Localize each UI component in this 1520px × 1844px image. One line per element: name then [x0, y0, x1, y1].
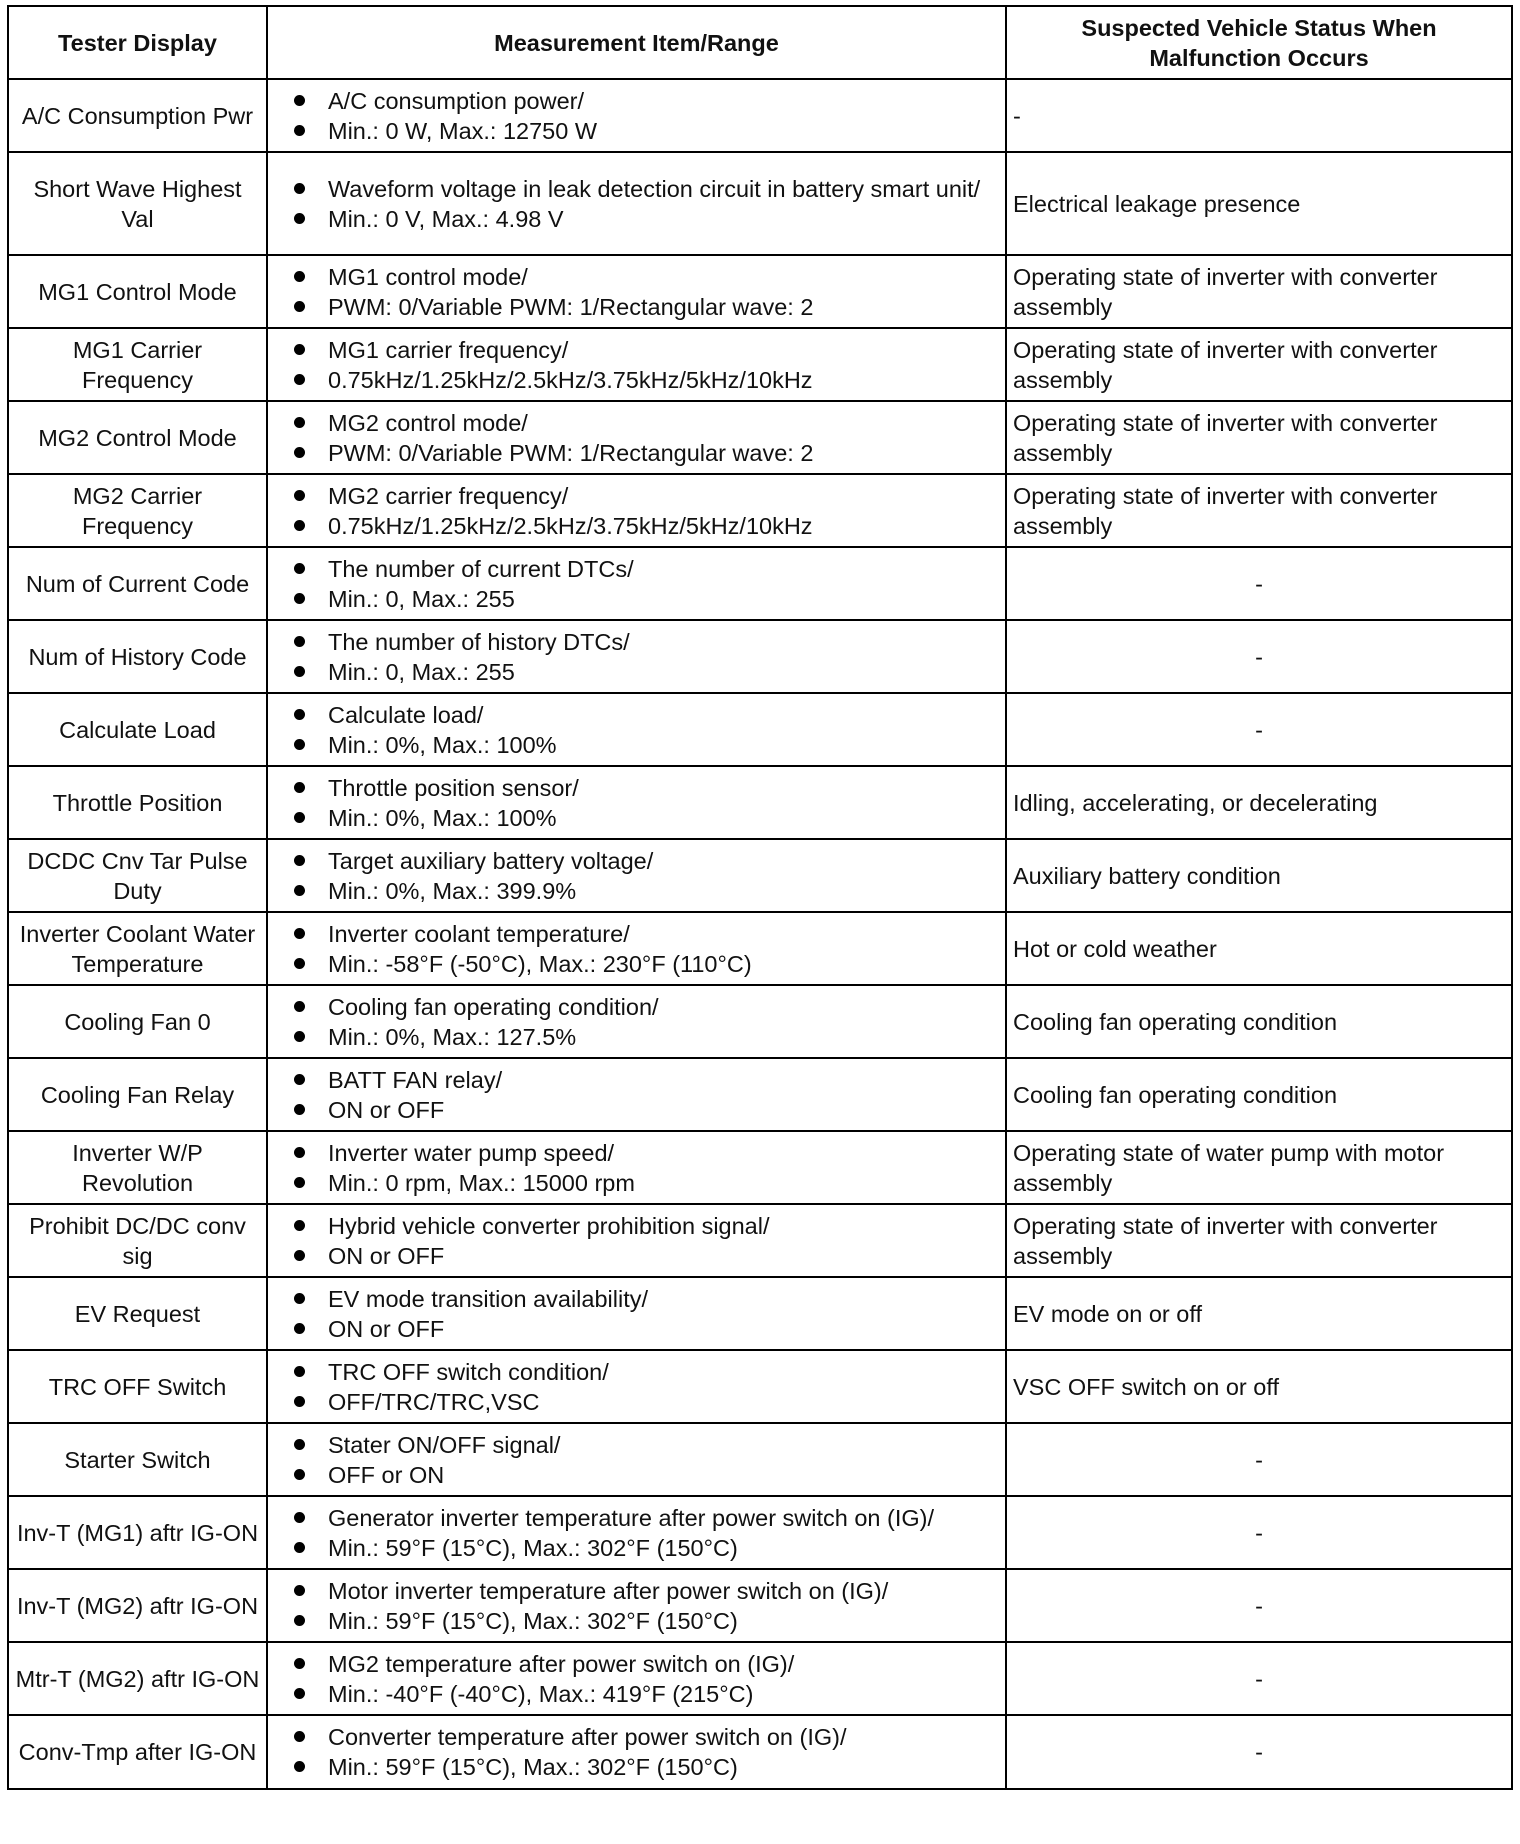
tester-display-cell: Num of History Code [8, 620, 267, 693]
measurement-cell [267, 1277, 1006, 1350]
header-suspected-status: Suspected Vehicle Status When Malfunction Occurs [1006, 6, 1512, 79]
measurement-item: BATT FAN relay/ [290, 1065, 999, 1095]
measurement-range: Min.: 59°F (15°C), Max.: 302°F (150°C) [290, 1606, 999, 1636]
measurement-range: ON or OFF [290, 1241, 999, 1271]
bullet-list [274, 481, 999, 541]
header-tester-display: Tester Display [8, 6, 267, 79]
table-row [8, 912, 1512, 985]
suspected-status-cell: - [1006, 547, 1512, 620]
measurement-item: A/C consumption power/ [290, 86, 999, 116]
suspected-status-cell: - [1006, 1496, 1512, 1569]
header-measurement-item-range: Measurement Item/Range [267, 6, 1006, 79]
tester-display-cell: Mtr-T (MG2) aftr IG-ON [8, 1642, 267, 1715]
bullet-list [274, 773, 999, 833]
bullet-list [274, 335, 999, 395]
bullet-list [274, 919, 999, 979]
tester-display-cell: Cooling Fan Relay [8, 1058, 267, 1131]
measurement-range: OFF/TRC/TRC,VSC [290, 1387, 999, 1417]
measurement-item: MG1 carrier frequency/ [290, 335, 999, 365]
table-row [8, 1277, 1512, 1350]
measurement-item: Throttle position sensor/ [290, 773, 999, 803]
measurement-cell [267, 620, 1006, 693]
measurement-item: Converter temperature after power switch on (IG)/ [290, 1722, 999, 1752]
table-row [8, 766, 1512, 839]
suspected-status-cell: EV mode on or off [1006, 1277, 1512, 1350]
bullet-list [274, 992, 999, 1052]
bullet-list [274, 1722, 999, 1782]
suspected-status-cell: Auxiliary battery condition [1006, 839, 1512, 912]
table-row [8, 1642, 1512, 1715]
measurement-range: 0.75kHz/1.25kHz/2.5kHz/3.75kHz/5kHz/10kHz [290, 365, 999, 395]
table-row [8, 152, 1512, 255]
bullet-list [274, 1649, 999, 1709]
table-row [8, 1496, 1512, 1569]
table-row [8, 1131, 1512, 1204]
table-row [8, 474, 1512, 547]
measurement-item: The number of current DTCs/ [290, 554, 999, 584]
tester-display-cell: Conv-Tmp after IG-ON [8, 1715, 267, 1789]
measurement-item: MG2 temperature after power switch on (IG)/ [290, 1649, 999, 1679]
measurement-range: Min.: 59°F (15°C), Max.: 302°F (150°C) [290, 1533, 999, 1563]
table-row [8, 1423, 1512, 1496]
suspected-status-cell: Operating state of water pump with motor assembly [1006, 1131, 1512, 1204]
tester-display-cell: Num of Current Code [8, 547, 267, 620]
tester-display-cell: Cooling Fan 0 [8, 985, 267, 1058]
measurement-item: Hybrid vehicle converter prohibition signal/ [290, 1211, 999, 1241]
measurement-item: Inverter water pump speed/ [290, 1138, 999, 1168]
tester-display-cell: Starter Switch [8, 1423, 267, 1496]
tester-display-cell: Inverter Coolant Water Temperature [8, 912, 267, 985]
measurement-item: Target auxiliary battery voltage/ [290, 846, 999, 876]
suspected-status-cell: Cooling fan operating condition [1006, 1058, 1512, 1131]
measurement-cell [267, 1131, 1006, 1204]
measurement-range: Min.: 0%, Max.: 100% [290, 803, 999, 833]
measurement-range: Min.: 0%, Max.: 399.9% [290, 876, 999, 906]
table-row [8, 1350, 1512, 1423]
measurement-cell [267, 766, 1006, 839]
measurement-cell [267, 328, 1006, 401]
suspected-status-cell: Electrical leakage presence [1006, 152, 1512, 255]
measurement-range: Min.: 59°F (15°C), Max.: 302°F (150°C) [290, 1752, 999, 1782]
suspected-status-cell: - [1006, 1642, 1512, 1715]
table-row [8, 255, 1512, 328]
measurement-range: PWM: 0/Variable PWM: 1/Rectangular wave: 2 [290, 292, 999, 322]
bullet-list [274, 1357, 999, 1417]
measurement-range: Min.: 0%, Max.: 127.5% [290, 1022, 999, 1052]
measurement-range: Min.: -40°F (-40°C), Max.: 419°F (215°C) [290, 1679, 999, 1709]
bullet-list [274, 1576, 999, 1636]
measurement-cell [267, 912, 1006, 985]
header-row [8, 6, 1512, 79]
bullet-list [274, 1211, 999, 1271]
measurement-item: TRC OFF switch condition/ [290, 1357, 999, 1387]
suspected-status-cell: Operating state of inverter with converter assembly [1006, 474, 1512, 547]
tester-display-cell: MG2 Control Mode [8, 401, 267, 474]
measurement-cell [267, 693, 1006, 766]
measurement-cell [267, 79, 1006, 152]
measurement-item: MG1 control mode/ [290, 262, 999, 292]
tester-display-cell: Short Wave Highest Val [8, 152, 267, 255]
suspected-status-cell: - [1006, 1423, 1512, 1496]
table-row [8, 401, 1512, 474]
bullet-list [274, 408, 999, 468]
tester-display-cell: MG2 Carrier Frequency [8, 474, 267, 547]
table-row [8, 1569, 1512, 1642]
measurement-item: Generator inverter temperature after power switch on (IG)/ [290, 1503, 999, 1533]
suspected-status-cell: Operating state of inverter with converter assembly [1006, 401, 1512, 474]
tester-display-cell: EV Request [8, 1277, 267, 1350]
tester-display-cell: Inverter W/P Revolution [8, 1131, 267, 1204]
suspected-status-cell: Cooling fan operating condition [1006, 985, 1512, 1058]
measurement-range: ON or OFF [290, 1095, 999, 1125]
suspected-status-cell: VSC OFF switch on or off [1006, 1350, 1512, 1423]
bullet-list [274, 174, 999, 234]
table-row [8, 547, 1512, 620]
table-row [8, 1204, 1512, 1277]
table-row [8, 1715, 1512, 1789]
tester-display-cell: Inv-T (MG2) aftr IG-ON [8, 1569, 267, 1642]
suspected-status-cell: Hot or cold weather [1006, 912, 1512, 985]
suspected-status-cell: Operating state of inverter with converter assembly [1006, 1204, 1512, 1277]
measurement-item: Calculate load/ [290, 700, 999, 730]
measurement-cell [267, 1058, 1006, 1131]
measurement-cell [267, 1715, 1006, 1789]
bullet-list [274, 700, 999, 760]
suspected-status-cell: Idling, accelerating, or decelerating [1006, 766, 1512, 839]
measurement-range: 0.75kHz/1.25kHz/2.5kHz/3.75kHz/5kHz/10kHz [290, 511, 999, 541]
measurement-range: Min.: 0, Max.: 255 [290, 657, 999, 687]
measurement-item: Inverter coolant temperature/ [290, 919, 999, 949]
bullet-list [274, 1430, 999, 1490]
bullet-list [274, 554, 999, 614]
bullet-list [274, 262, 999, 322]
suspected-status-cell: Operating state of inverter with converter assembly [1006, 255, 1512, 328]
tester-display-cell: TRC OFF Switch [8, 1350, 267, 1423]
tester-display-cell: MG1 Carrier Frequency [8, 328, 267, 401]
measurement-range: Min.: 0, Max.: 255 [290, 584, 999, 614]
measurement-item: MG2 carrier frequency/ [290, 481, 999, 511]
measurement-cell [267, 1496, 1006, 1569]
measurement-cell [267, 1642, 1006, 1715]
bullet-list [274, 1284, 999, 1344]
measurement-cell [267, 1423, 1006, 1496]
table-body [8, 79, 1512, 1789]
spec-table-container [7, 5, 1513, 1790]
suspected-status-cell: Operating state of inverter with converter assembly [1006, 328, 1512, 401]
tester-display-cell: DCDC Cnv Tar Pulse Duty [8, 839, 267, 912]
measurement-item: EV mode transition availability/ [290, 1284, 999, 1314]
measurement-range: OFF or ON [290, 1460, 999, 1490]
measurement-item: MG2 control mode/ [290, 408, 999, 438]
suspected-status-cell: - [1006, 1715, 1512, 1789]
measurement-cell [267, 985, 1006, 1058]
bullet-list [274, 627, 999, 687]
tester-display-cell: Inv-T (MG1) aftr IG-ON [8, 1496, 267, 1569]
tester-display-cell: Calculate Load [8, 693, 267, 766]
measurement-cell [267, 474, 1006, 547]
tester-display-cell: Throttle Position [8, 766, 267, 839]
table-row [8, 693, 1512, 766]
measurement-item: Waveform voltage in leak detection circuit in battery smart unit/ [290, 174, 999, 204]
bullet-list [274, 1065, 999, 1125]
bullet-list [274, 86, 999, 146]
measurement-cell [267, 1350, 1006, 1423]
measurement-range: Min.: 0 W, Max.: 12750 W [290, 116, 999, 146]
measurement-item: Motor inverter temperature after power switch on (IG)/ [290, 1576, 999, 1606]
measurement-item: The number of history DTCs/ [290, 627, 999, 657]
measurement-range: ON or OFF [290, 1314, 999, 1344]
measurement-item: Cooling fan operating condition/ [290, 992, 999, 1022]
table-header [8, 6, 1512, 79]
measurement-range: Min.: -58°F (-50°C), Max.: 230°F (110°C) [290, 949, 999, 979]
measurement-cell [267, 401, 1006, 474]
table-row [8, 328, 1512, 401]
suspected-status-cell: - [1006, 79, 1512, 152]
table-row [8, 79, 1512, 152]
suspected-status-cell: - [1006, 1569, 1512, 1642]
measurement-cell [267, 255, 1006, 328]
measurement-cell [267, 152, 1006, 255]
tester-display-cell: Prohibit DC/DC conv sig [8, 1204, 267, 1277]
bullet-list [274, 846, 999, 906]
bullet-list [274, 1138, 999, 1198]
measurement-cell [267, 839, 1006, 912]
table-row [8, 839, 1512, 912]
table-row [8, 985, 1512, 1058]
table-row [8, 1058, 1512, 1131]
measurement-cell [267, 547, 1006, 620]
tester-display-cell: A/C Consumption Pwr [8, 79, 267, 152]
table-row [8, 620, 1512, 693]
measurement-range: PWM: 0/Variable PWM: 1/Rectangular wave: 2 [290, 438, 999, 468]
suspected-status-cell: - [1006, 620, 1512, 693]
data-list-table [7, 5, 1513, 1790]
tester-display-cell: MG1 Control Mode [8, 255, 267, 328]
measurement-cell [267, 1569, 1006, 1642]
measurement-range: Min.: 0 rpm, Max.: 15000 rpm [290, 1168, 999, 1198]
measurement-cell [267, 1204, 1006, 1277]
measurement-range: Min.: 0%, Max.: 100% [290, 730, 999, 760]
measurement-item: Stater ON/OFF signal/ [290, 1430, 999, 1460]
measurement-range: Min.: 0 V, Max.: 4.98 V [290, 204, 999, 234]
suspected-status-cell: - [1006, 693, 1512, 766]
bullet-list [274, 1503, 999, 1563]
